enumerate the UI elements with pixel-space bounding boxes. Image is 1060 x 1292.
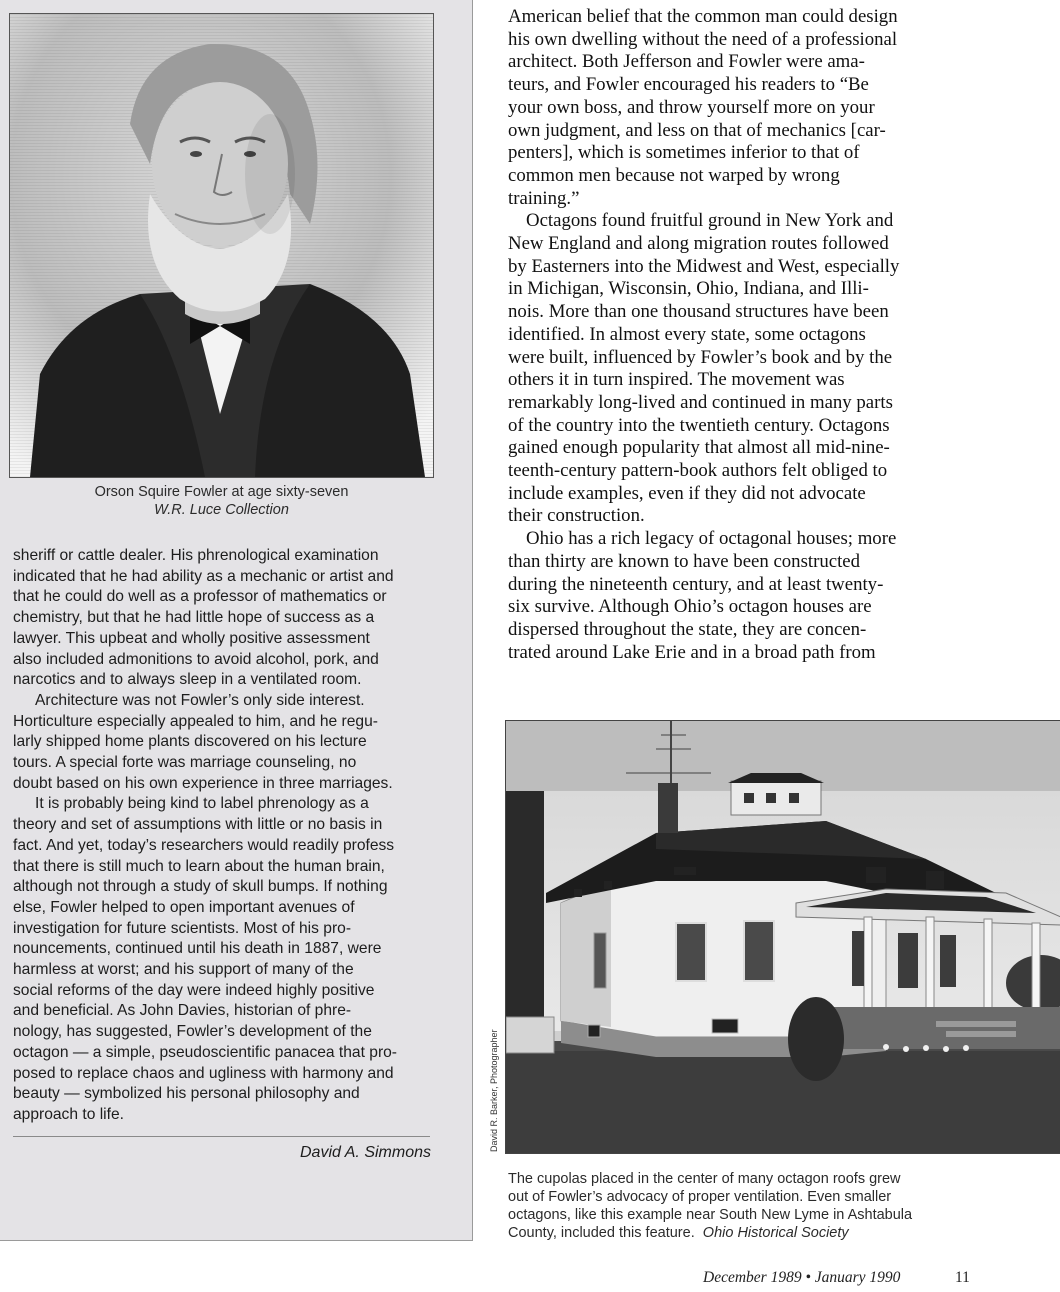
- photographer-credit-text: David R. Barker, Photographer: [489, 1029, 499, 1152]
- sidebar-text-line: nouncements, continued until his death in 1887, were: [13, 940, 382, 958]
- house-caption-line: octagons, like this example near South New Lyme in Ashtabula: [508, 1207, 913, 1223]
- sidebar-article-text: [13, 546, 433, 1126]
- main-text-line: his own dwelling without the need of a professional: [508, 28, 898, 50]
- sidebar-text-line: although not through a study of skull bumps. If nothing: [13, 878, 388, 896]
- sidebar-panel: [0, 0, 473, 1241]
- main-text-line: Octagons found fruitful ground in New York and: [526, 210, 894, 232]
- author-byline: David A. Simmons: [300, 1144, 431, 1161]
- main-text-line: were built, influenced by Fowler’s book and by the: [508, 346, 893, 368]
- sidebar-text-line: that there is still much to learn about the human brain,: [13, 857, 385, 875]
- sidebar-text-line: It is probably being kind to label phrenology as a: [35, 795, 369, 813]
- issue-date: December 1989 • January 1990: [703, 1269, 901, 1286]
- portrait-caption-text: Orson Squire Fowler at age sixty-seven: [94, 484, 349, 500]
- main-text-line: architect. Both Jefferson and Fowler were ama-: [508, 51, 865, 73]
- sidebar-text-line: lawyer. This upbeat and wholly positive assessment: [13, 629, 370, 647]
- main-text-line: remarkably long-lived and continued in many parts: [508, 391, 893, 413]
- sidebar-text-line: harmless at worst; and his support of many of the: [13, 961, 354, 979]
- sidebar-text-line: Horticulture especially appealed to him, and he regu-: [13, 712, 378, 730]
- sidebar-text-line: and beneficial. As John Davies, historian of phre-: [13, 1002, 352, 1020]
- sidebar-text-line: also included admonitions to avoid alcohol, pork, and: [13, 650, 379, 668]
- main-text-line: dispersed throughout the state, they are concen-: [508, 618, 867, 640]
- main-text-line: your own boss, and throw yourself more on your: [508, 96, 875, 118]
- sidebar-text-line: social reforms of the day were indeed highly positive: [13, 981, 375, 999]
- main-article-text: [508, 6, 978, 664]
- page-number: 11: [955, 1269, 970, 1286]
- sidebar-text-line: Architecture was not Fowler’s only side interest.: [35, 691, 365, 709]
- sidebar-text-line: octagon — a simple, pseudoscientific panacea that pro-: [13, 1043, 398, 1061]
- main-text-line: American belief that the common man could design: [508, 6, 898, 27]
- main-text-line: New England and along migration routes followed: [508, 233, 889, 255]
- sidebar-text-line: fact. And yet, today’s researchers would readily profess: [13, 836, 395, 854]
- portrait-photo: [9, 13, 434, 478]
- house-caption-line: The cupolas placed in the center of many octagon roofs grew: [508, 1171, 901, 1187]
- main-text-line: identified. In almost every state, some octagons: [508, 323, 866, 345]
- sidebar-text-line: else, Fowler helped to open important avenues of: [13, 898, 355, 916]
- sidebar-text-line: narcotics and to always sleep in a ventilated room.: [13, 671, 362, 689]
- main-text-line: than thirty are known to have been constructed: [508, 550, 861, 572]
- main-text-line: by Easterners into the Midwest and West, especially: [508, 255, 900, 277]
- sidebar-text-line: approach to life.: [13, 1105, 124, 1123]
- main-text-line: their construction.: [508, 505, 645, 527]
- main-text-line: others it in turn inspired. The movement was: [508, 369, 845, 391]
- main-text-line: teurs, and Fowler encouraged his readers to “Be: [508, 74, 869, 96]
- portrait-caption: [9, 483, 434, 519]
- author-divider: [13, 1136, 430, 1137]
- house-photo-caption: [508, 1170, 978, 1242]
- sidebar-text-line: posed to replace chaos and ugliness with harmony and: [13, 1064, 394, 1082]
- main-text-line: include examples, even if they did not advocate: [508, 482, 866, 504]
- main-text-line: gained enough popularity that almost all mid-nine-: [508, 437, 890, 459]
- octagon-house-photo: [505, 720, 1060, 1154]
- sidebar-text-line: indicated that he had ability as a mechanic or artist and: [13, 567, 394, 585]
- sidebar-text-line: doubt based on his own experience in three marriages.: [13, 774, 393, 792]
- main-text-line: during the nineteenth century, and at least twenty-: [508, 573, 884, 595]
- main-text-line: six survive. Although Ohio’s octagon houses are: [508, 596, 872, 618]
- main-text-line: of the country into the twentieth century. Octagons: [508, 414, 890, 436]
- main-text-line: Ohio has a rich legacy of octagonal houses; more: [526, 528, 897, 550]
- main-text-line: common men because not warped by wrong: [508, 164, 840, 186]
- house-caption-last-line: [508, 1224, 978, 1242]
- sidebar-text-line: beauty — symbolized his personal philosophy and: [13, 1085, 360, 1103]
- main-text-line: penters], which is sometimes inferior to that of: [508, 142, 860, 164]
- sidebar-text-line: sheriff or cattle dealer. His phrenological examination: [13, 547, 379, 564]
- main-text-line: training.”: [508, 187, 580, 209]
- sidebar-text-line: that he could do well as a professor of mathematics or: [13, 588, 387, 606]
- sidebar-text-line: investigation for future scientists. Most of his pro-: [13, 919, 352, 937]
- house-photo-credit: Ohio Historical Society: [702, 1225, 849, 1241]
- main-text-line: own judgment, and less on that of mechanics [car-: [508, 119, 886, 141]
- main-text-line: in Michigan, Wisconsin, Ohio, Indiana, and Illi-: [508, 278, 869, 300]
- sidebar-text-line: nology, has suggested, Fowler’s development of the: [13, 1023, 372, 1041]
- house-caption-text: County, included this feature.: [508, 1225, 695, 1241]
- sidebar-text-line: chemistry, but that he had little hope of success as a: [13, 609, 375, 627]
- page-footer: [703, 1269, 970, 1287]
- portrait-credit: W.R. Luce Collection: [154, 502, 289, 518]
- house-caption-line: out of Fowler’s advocacy of proper ventilation. Even smaller: [508, 1189, 892, 1205]
- sidebar-text-line: larly shipped home plants discovered on his lecture: [13, 733, 367, 751]
- photographer-credit: [486, 1029, 504, 1292]
- main-text-line: teenth-century pattern-book authors felt obliged to: [508, 460, 888, 482]
- sidebar-text-line: tours. A special forte was marriage counseling, no: [13, 754, 357, 772]
- main-text-line: nois. More than one thousand structures have been: [508, 301, 889, 323]
- sidebar-text-line: theory and set of assumptions with little or no basis in: [13, 816, 383, 834]
- main-text-line: trated around Lake Erie and in a broad path from: [508, 641, 876, 663]
